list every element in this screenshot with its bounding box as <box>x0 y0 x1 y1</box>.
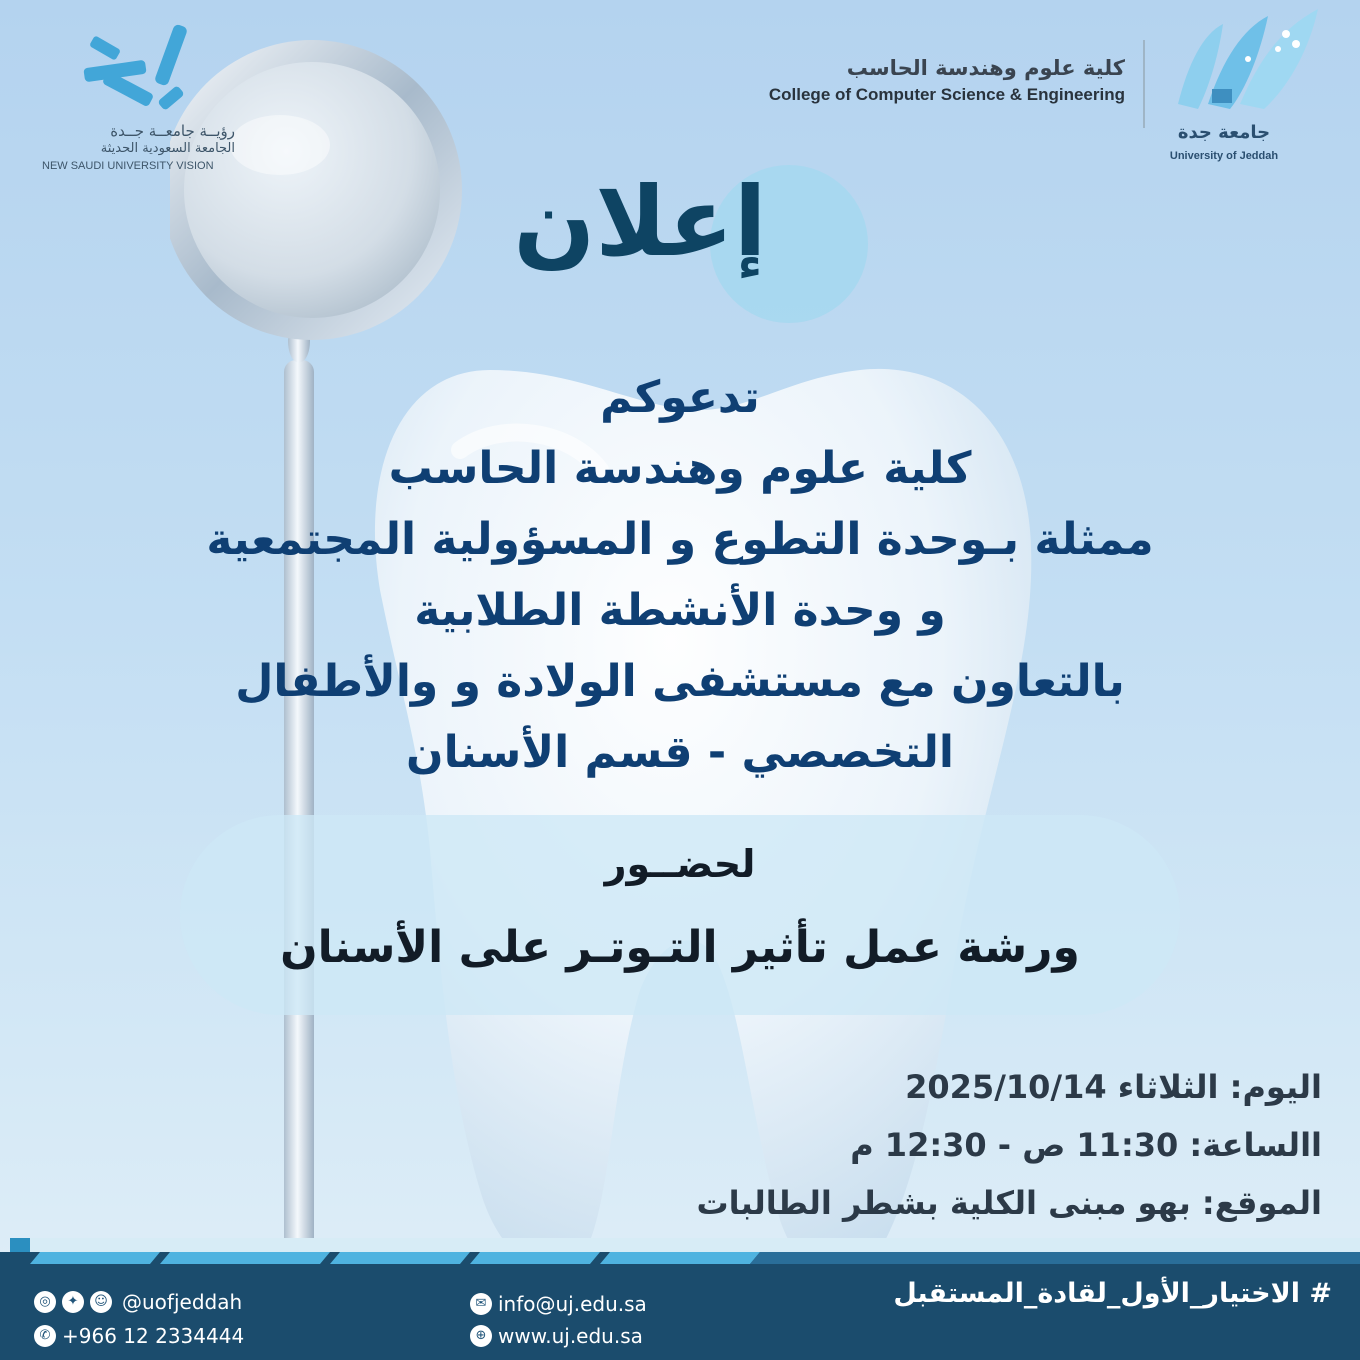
footer-email[interactable] <box>470 1292 647 1316</box>
web-icon: ⊕ <box>470 1325 492 1347</box>
invitation-line: بالتعاون مع مستشفى الولادة و والأطفال <box>235 656 1125 707</box>
college-name-english: College of Computer Science & Engineering <box>768 85 1125 104</box>
college-name-arabic: كلية علوم وهندسة الحاسب <box>846 56 1125 80</box>
phone-number: +966 12 2334444 <box>62 1324 245 1348</box>
announcement-title: إعلان <box>513 166 767 278</box>
vision-english: NEW SAUDI UNIVERSITY VISION <box>42 160 214 172</box>
university-logo <box>1160 4 1330 174</box>
university-name-english: University of Jeddah <box>1169 150 1279 162</box>
university-name-arabic: جامعة جدة <box>1177 122 1271 143</box>
vision-arabic-line-1: رؤيــة جامعــة جــدة <box>110 122 235 140</box>
event-day: اليوم: الثلاثاء 2025/10/14 <box>905 1068 1322 1106</box>
workshop-name: ورشة عمل تأثير التـوتـر على الأسنان <box>280 922 1080 973</box>
footer-hashtag: # الاختيار_الأول_لقادة_المستقبل <box>893 1278 1332 1309</box>
vision-arabic-line-2: الجامعة السعودية الحديثة <box>100 141 235 156</box>
event-time: االساعة: 11:30 ص - 12:30 م <box>850 1126 1322 1164</box>
twitter-icon: ✦ <box>62 1291 84 1313</box>
university-mark-icon <box>1168 4 1328 119</box>
invitation-line: كلية علوم وهندسة الحاسب <box>388 443 972 494</box>
header-divider <box>1143 40 1145 128</box>
invitation-line: و وحدة الأنشطة الطلابية <box>414 585 946 636</box>
invitation-line: تدعوكم <box>600 372 760 423</box>
invitation-line: ممثلة بـوحدة التطوع و المسؤولية المجتمعية <box>206 514 1154 565</box>
social-handle: @uofjeddah <box>122 1290 243 1314</box>
footer-social[interactable] <box>34 1290 242 1314</box>
vision-mark-icon <box>80 14 200 124</box>
attend-label: لحضــور <box>604 842 756 886</box>
footer-phone[interactable] <box>34 1324 244 1348</box>
email-address: info@uj.edu.sa <box>498 1292 647 1316</box>
snapchat-icon: ☺ <box>90 1291 112 1313</box>
college-name <box>740 56 1125 105</box>
phone-icon: ✆ <box>34 1325 56 1347</box>
email-icon: ✉ <box>470 1293 492 1315</box>
instagram-icon: ◎ <box>34 1291 56 1313</box>
vision-logo <box>40 14 250 174</box>
website-url: www.uj.edu.sa <box>498 1324 643 1348</box>
invitation-line: التخصصي - قسم الأسنان <box>406 727 954 778</box>
event-details <box>560 1058 1322 1232</box>
invitation-text <box>100 362 1260 788</box>
event-location: الموقع: بهو مبنى الكلية بشطر الطالبات <box>696 1184 1322 1222</box>
footer-website[interactable] <box>470 1324 643 1348</box>
